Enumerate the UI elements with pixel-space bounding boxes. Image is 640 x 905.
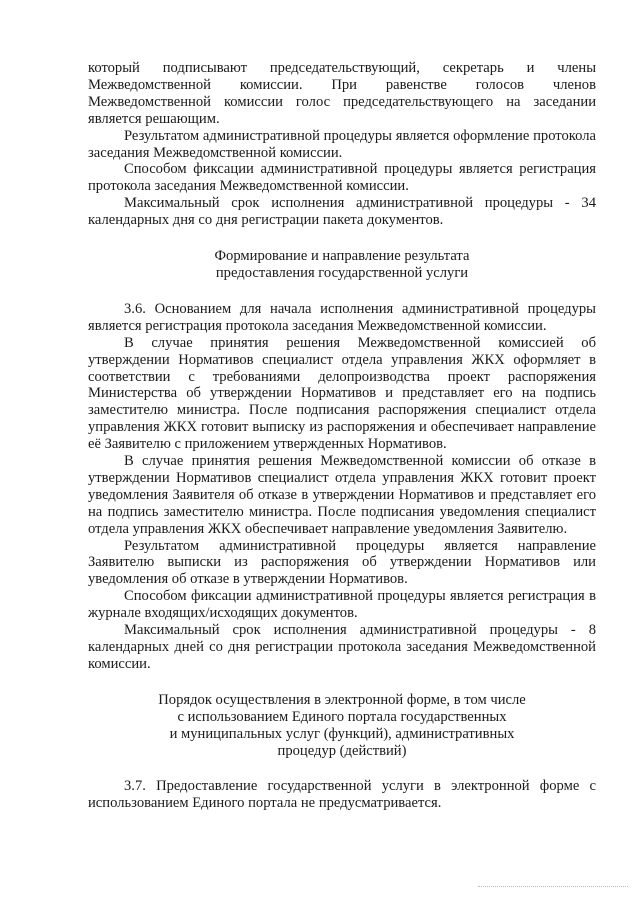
paragraph: Максимальный срок исполнения административной процедуры - 8 календарных дней со дня регистрации протокола заседания Межведомственной комиссии. — [88, 622, 596, 672]
document-body — [88, 60, 596, 812]
paragraph: Максимальный срок исполнения административной процедуры - 34 календарных дня со дня регистрации пакета документов. — [88, 195, 596, 229]
heading-line: с использованием Единого портала государственных — [177, 708, 507, 725]
paragraph: 3.6. Основанием для начала исполнения административной процедуры является регистрация протокола заседания Межведомственной комиссии. — [88, 300, 596, 334]
spacer — [88, 229, 596, 248]
scan-artifact — [478, 886, 628, 891]
paragraph: Способом фиксации административной процедуры является регистрация в журнале входящих/исходящих документов. — [88, 588, 596, 622]
heading-line: и муниципальных услуг (функций), административных — [169, 725, 515, 742]
heading-line: Порядок осуществления в электронной форме, в том числе — [158, 691, 526, 708]
paragraph: который подписывают председательствующий, секретарь и члены Межведомственной комиссии. При равенстве голосов членов Межведомственной комиссии голос председательствующего на заседании является решающим. — [88, 60, 596, 127]
spacer — [88, 673, 596, 692]
spacer — [88, 759, 596, 778]
paragraph: Результатом административной процедуры является оформление протокола заседания Межведомственной комиссии. — [88, 127, 596, 161]
paragraph: 3.7. Предоставление государственной услуги в электронной форме с использованием Единого портала не предусматривается. — [88, 778, 596, 812]
paragraph: В случае принятия решения Межведомственной комиссии об отказе в утверждении Нормативов специалист отдела управления ЖКХ готовит проект уведомления Заявителя об отказе в утверждении Нормативов и представляет его на подпись заместителю министра. После подписания уведомления специалист отдела управления ЖКХ обеспечивает направление уведомления Заявителю. — [88, 453, 596, 537]
section-heading — [88, 692, 596, 760]
heading-line: предоставления государственной услуги — [215, 264, 469, 281]
paragraph: Способом фиксации административной процедуры является регистрация протокола заседания Межведомственной комиссии. — [88, 161, 596, 195]
paragraph: В случае принятия решения Межведомственной комиссией об утверждении Нормативов специалист отдела управления ЖКХ оформляет в соответствии с требованиями делопроизводства проект распоряжения Министерства об утверждении Нормативов и представляет его на подпись заместителю министра. После подписания распоряжения специалист отдела управления ЖКХ готовит выписку из распоряжения и обеспечивает направление её Заявителю с приложением утвержденных Нормативов. — [88, 334, 596, 453]
section-heading — [88, 248, 596, 282]
heading-line: Формирование и направление результата — [214, 248, 470, 265]
heading-line: процедур (действий) — [277, 742, 407, 759]
spacer — [88, 282, 596, 301]
paragraph: Результатом административной процедуры является направление Заявителю выписки из распоряжения об утверждении Нормативов или уведомления об отказе в утверждении Нормативов. — [88, 537, 596, 588]
